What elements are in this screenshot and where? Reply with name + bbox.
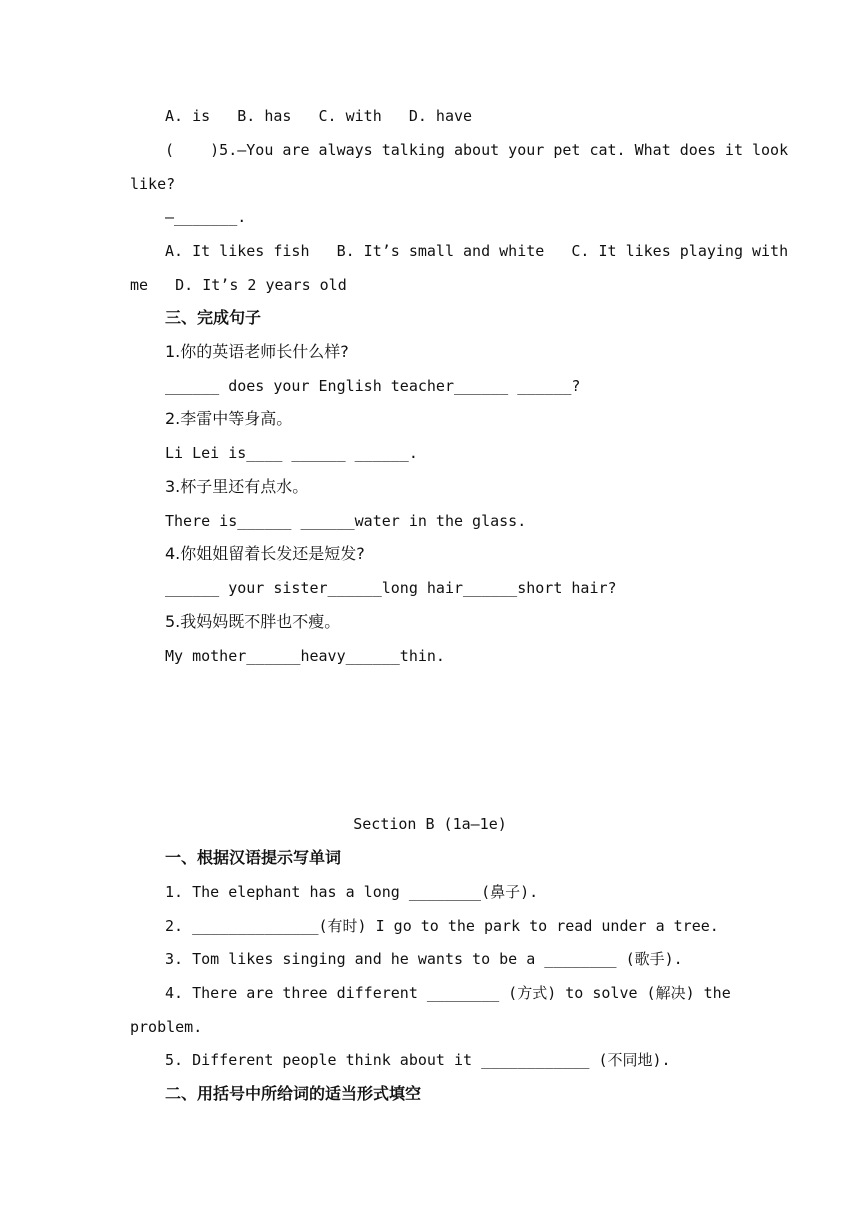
sentence-1-english: ______ does your English teacher______ ______? [165,377,581,395]
section-heading-complete-sentences: 三、完成句子 [165,308,262,327]
q5-question-continued: like? [130,175,176,193]
word-question-4: 4. There are three different ________ (方式) to solve (解决) the [165,984,731,1002]
word-question-5: 5. Different people think about it ____________ (不同地). [165,1051,671,1069]
section-heading-fill-forms: 二、用括号中所给词的适当形式填空 [165,1084,422,1103]
word-question-3: 3. Tom likes singing and he wants to be a ________ (歌手). [165,950,683,968]
sentence-5-english: My mother______heavy______thin. [165,647,445,665]
q5-answer-blank: —_______. [165,208,247,226]
q5-question: ( )5.—You are always talking about your pet cat. What does it look [165,141,789,159]
section-heading-write-words: 一、根据汉语提示写单词 [165,848,342,867]
sentence-3-chinese: 3.杯子里还有点水。 [165,477,309,496]
section-b-title: Section B (1a—1e) [353,815,507,833]
sentence-2-chinese: 2.李雷中等身高。 [165,409,293,428]
q4-options: A. is B. has C. with D. have [165,107,473,125]
sentence-4-chinese: 4.你姐姐留着长发还是短发? [165,544,365,563]
word-question-2: 2. ______________(有时) I go to the park to read under a tree. [165,917,719,935]
q5-options: A. It likes fish B. It’s small and white C. It likes playing with [165,242,789,260]
sentence-4-english: ______ your sister______long hair______short hair? [165,579,617,597]
word-question-4-continued: problem. [130,1018,203,1036]
word-question-1: 1. The elephant has a long ________(鼻子). [165,883,539,901]
sentence-3-english: There is______ ______water in the glass. [165,512,527,530]
sentence-1-chinese: 1.你的英语老师长什么样? [165,342,349,361]
sentence-5-chinese: 5.我妈妈既不胖也不瘦。 [165,612,341,631]
q5-options-continued: me D. It’s 2 years old [130,276,347,294]
sentence-2-english: Li Lei is____ ______ ______. [165,444,418,462]
